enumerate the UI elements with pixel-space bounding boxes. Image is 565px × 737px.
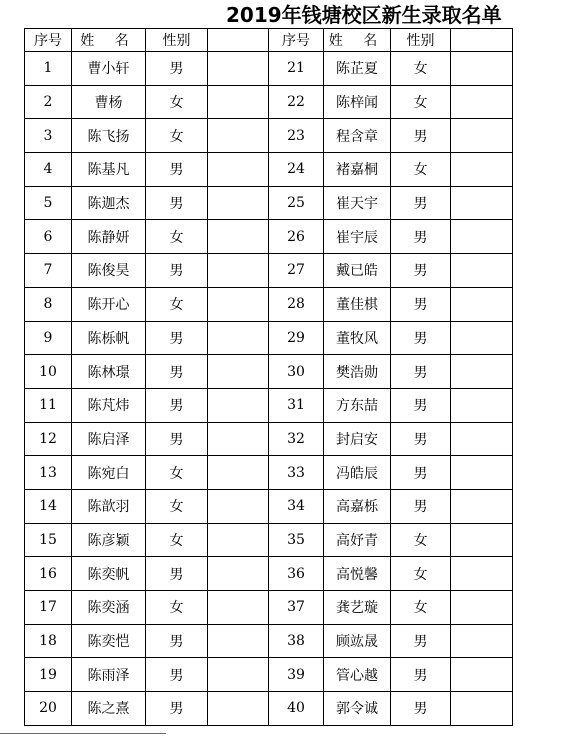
column-gap	[208, 523, 269, 557]
gender-cell: 男	[391, 658, 451, 692]
gender-cell: 男	[146, 624, 208, 658]
name-cell: 陈开心	[72, 287, 146, 321]
seq-cell: 38	[269, 624, 324, 658]
seq-cell: 32	[269, 422, 324, 456]
seq-cell: 24	[269, 153, 324, 187]
name-cell: 陈雨泽	[72, 658, 146, 692]
gender-cell: 男	[146, 355, 208, 389]
name-cell: 崔宇辰	[324, 220, 391, 254]
column-gap	[451, 52, 513, 86]
seq-cell: 37	[269, 591, 324, 625]
name-cell: 曹小轩	[72, 52, 146, 86]
name-cell: 陈芷夏	[324, 52, 391, 86]
column-gap	[208, 489, 269, 523]
seq-cell: 12	[25, 422, 72, 456]
name-cell: 曹杨	[72, 85, 146, 119]
column-gap	[451, 388, 513, 422]
gender-cell: 男	[146, 658, 208, 692]
gender-cell: 男	[391, 287, 451, 321]
seq-cell: 34	[269, 489, 324, 523]
table-row	[25, 321, 513, 355]
name-cell: 戴已皓	[324, 254, 391, 288]
table-row	[25, 388, 513, 422]
seq-cell: 6	[25, 220, 72, 254]
column-gap	[208, 29, 269, 52]
table-row	[25, 422, 513, 456]
page-title: 2019年钱塘校区新生录取名单	[226, 3, 502, 27]
seq-cell: 7	[25, 254, 72, 288]
column-gap	[451, 557, 513, 591]
gender-cell: 女	[146, 591, 208, 625]
gender-cell: 男	[146, 321, 208, 355]
seq-cell: 21	[269, 52, 324, 86]
name-cell: 陈梓闻	[324, 85, 391, 119]
column-gap	[208, 422, 269, 456]
gender-cell: 男	[391, 489, 451, 523]
seq-cell: 39	[269, 658, 324, 692]
column-gap	[451, 220, 513, 254]
seq-cell: 5	[25, 186, 72, 220]
name-cell: 顾竑晟	[324, 624, 391, 658]
seq-cell: 10	[25, 355, 72, 389]
name-cell: 陈奕帆	[72, 557, 146, 591]
gender-cell: 女	[146, 489, 208, 523]
seq-cell: 8	[25, 287, 72, 321]
column-gap	[208, 153, 269, 187]
seq-cell: 22	[269, 85, 324, 119]
seq-cell: 19	[25, 658, 72, 692]
seq-cell: 2	[25, 85, 72, 119]
gender-cell: 男	[391, 355, 451, 389]
seq-cell: 1	[25, 52, 72, 86]
name-cell: 陈迦杰	[72, 186, 146, 220]
gender-cell: 男	[391, 220, 451, 254]
seq-cell: 31	[269, 388, 324, 422]
seq-cell: 20	[25, 692, 72, 726]
gender-cell: 女	[146, 119, 208, 153]
column-gap	[451, 186, 513, 220]
table-body	[25, 52, 513, 726]
seq-cell: 29	[269, 321, 324, 355]
column-gap	[208, 692, 269, 726]
name-cell: 陈林璟	[72, 355, 146, 389]
gender-cell: 女	[391, 85, 451, 119]
name-cell: 郭令诚	[324, 692, 391, 726]
column-gap	[451, 119, 513, 153]
seq-cell: 40	[269, 692, 324, 726]
gender-cell: 女	[146, 456, 208, 490]
column-gap	[208, 119, 269, 153]
seq-cell: 25	[269, 186, 324, 220]
gender-cell: 男	[391, 321, 451, 355]
name-cell: 封启安	[324, 422, 391, 456]
name-cell: 陈栎帆	[72, 321, 146, 355]
seq-cell: 17	[25, 591, 72, 625]
column-gap	[208, 186, 269, 220]
table-row	[25, 153, 513, 187]
column-gap	[208, 557, 269, 591]
table-row	[25, 523, 513, 557]
seq-cell: 13	[25, 456, 72, 490]
gender-cell: 男	[146, 557, 208, 591]
name-cell: 陈俊昊	[72, 254, 146, 288]
table-row	[25, 186, 513, 220]
name-cell: 陈静妍	[72, 220, 146, 254]
header-gender: 性别	[146, 29, 208, 52]
column-gap	[451, 287, 513, 321]
table-row	[25, 557, 513, 591]
divider	[0, 733, 166, 734]
column-gap	[208, 355, 269, 389]
table-row	[25, 52, 513, 86]
seq-cell: 15	[25, 523, 72, 557]
gender-cell: 男	[146, 254, 208, 288]
gender-cell: 男	[146, 153, 208, 187]
column-gap	[451, 523, 513, 557]
name-cell: 樊浩勋	[324, 355, 391, 389]
name-cell: 陈之熹	[72, 692, 146, 726]
name-cell: 褚嘉桐	[324, 153, 391, 187]
gender-cell: 男	[146, 692, 208, 726]
name-cell: 陈奕涵	[72, 591, 146, 625]
column-gap	[208, 321, 269, 355]
column-gap	[451, 422, 513, 456]
column-gap	[451, 591, 513, 625]
header-seq: 序号	[269, 29, 324, 52]
table-row	[25, 591, 513, 625]
column-gap	[208, 591, 269, 625]
column-gap	[451, 355, 513, 389]
gender-cell: 女	[146, 85, 208, 119]
name-cell: 陈歆羽	[72, 489, 146, 523]
column-gap	[208, 220, 269, 254]
gender-cell: 男	[391, 119, 451, 153]
seq-cell: 23	[269, 119, 324, 153]
table-row	[25, 489, 513, 523]
table-row	[25, 220, 513, 254]
gender-cell: 男	[146, 186, 208, 220]
seq-cell: 3	[25, 119, 72, 153]
name-cell: 龚艺璇	[324, 591, 391, 625]
gender-cell: 女	[391, 153, 451, 187]
column-gap	[208, 388, 269, 422]
seq-cell: 16	[25, 557, 72, 591]
seq-cell: 18	[25, 624, 72, 658]
table-row	[25, 456, 513, 490]
header-gender: 性别	[391, 29, 451, 52]
gender-cell: 男	[391, 186, 451, 220]
gender-cell: 男	[391, 422, 451, 456]
gender-cell: 男	[391, 456, 451, 490]
name-cell: 崔天宇	[324, 186, 391, 220]
seq-cell: 35	[269, 523, 324, 557]
table-row	[25, 254, 513, 288]
seq-cell: 26	[269, 220, 324, 254]
column-gap	[451, 321, 513, 355]
name-cell: 冯皓辰	[324, 456, 391, 490]
gender-cell: 女	[146, 523, 208, 557]
column-gap	[208, 52, 269, 86]
column-gap	[451, 489, 513, 523]
gender-cell: 男	[146, 52, 208, 86]
name-cell: 高悦馨	[324, 557, 391, 591]
table-row	[25, 119, 513, 153]
name-cell: 管心越	[324, 658, 391, 692]
column-gap	[451, 624, 513, 658]
table-row	[25, 287, 513, 321]
header-name: 姓 名	[72, 29, 146, 52]
gender-cell: 女	[146, 220, 208, 254]
gender-cell: 女	[391, 557, 451, 591]
name-cell: 高妤青	[324, 523, 391, 557]
table-row	[25, 692, 513, 726]
column-gap	[208, 254, 269, 288]
gender-cell: 男	[146, 388, 208, 422]
column-gap	[451, 456, 513, 490]
seq-cell: 30	[269, 355, 324, 389]
column-gap	[451, 692, 513, 726]
column-gap	[208, 624, 269, 658]
column-gap	[451, 658, 513, 692]
column-gap	[208, 287, 269, 321]
table-row	[25, 355, 513, 389]
column-gap	[451, 153, 513, 187]
seq-cell: 27	[269, 254, 324, 288]
seq-cell: 14	[25, 489, 72, 523]
name-cell: 陈奕恺	[72, 624, 146, 658]
seq-cell: 28	[269, 287, 324, 321]
gender-cell: 女	[391, 523, 451, 557]
name-cell: 董牧风	[324, 321, 391, 355]
gender-cell: 女	[391, 591, 451, 625]
gender-cell: 男	[391, 388, 451, 422]
name-cell: 陈宛白	[72, 456, 146, 490]
name-cell: 程含章	[324, 119, 391, 153]
name-cell: 陈芃炜	[72, 388, 146, 422]
table-header-row	[25, 29, 513, 52]
gender-cell: 男	[146, 422, 208, 456]
gender-cell: 女	[391, 52, 451, 86]
table-row	[25, 624, 513, 658]
admission-table	[24, 28, 513, 726]
seq-cell: 11	[25, 388, 72, 422]
column-gap	[451, 85, 513, 119]
name-cell: 陈基凡	[72, 153, 146, 187]
name-cell: 陈启泽	[72, 422, 146, 456]
gender-cell: 男	[391, 692, 451, 726]
table-row	[25, 85, 513, 119]
column-gap	[208, 456, 269, 490]
seq-cell: 9	[25, 321, 72, 355]
column-gap	[451, 254, 513, 288]
column-gap	[451, 29, 513, 52]
header-name: 姓 名	[324, 29, 391, 52]
column-gap	[208, 658, 269, 692]
gender-cell: 男	[391, 624, 451, 658]
name-cell: 董佳棋	[324, 287, 391, 321]
gender-cell: 男	[391, 254, 451, 288]
name-cell: 方东喆	[324, 388, 391, 422]
name-cell: 高嘉栎	[324, 489, 391, 523]
seq-cell: 33	[269, 456, 324, 490]
table-row	[25, 658, 513, 692]
name-cell: 陈彦颖	[72, 523, 146, 557]
gender-cell: 女	[146, 287, 208, 321]
seq-cell: 4	[25, 153, 72, 187]
seq-cell: 36	[269, 557, 324, 591]
name-cell: 陈飞扬	[72, 119, 146, 153]
header-seq: 序号	[25, 29, 72, 52]
column-gap	[208, 85, 269, 119]
